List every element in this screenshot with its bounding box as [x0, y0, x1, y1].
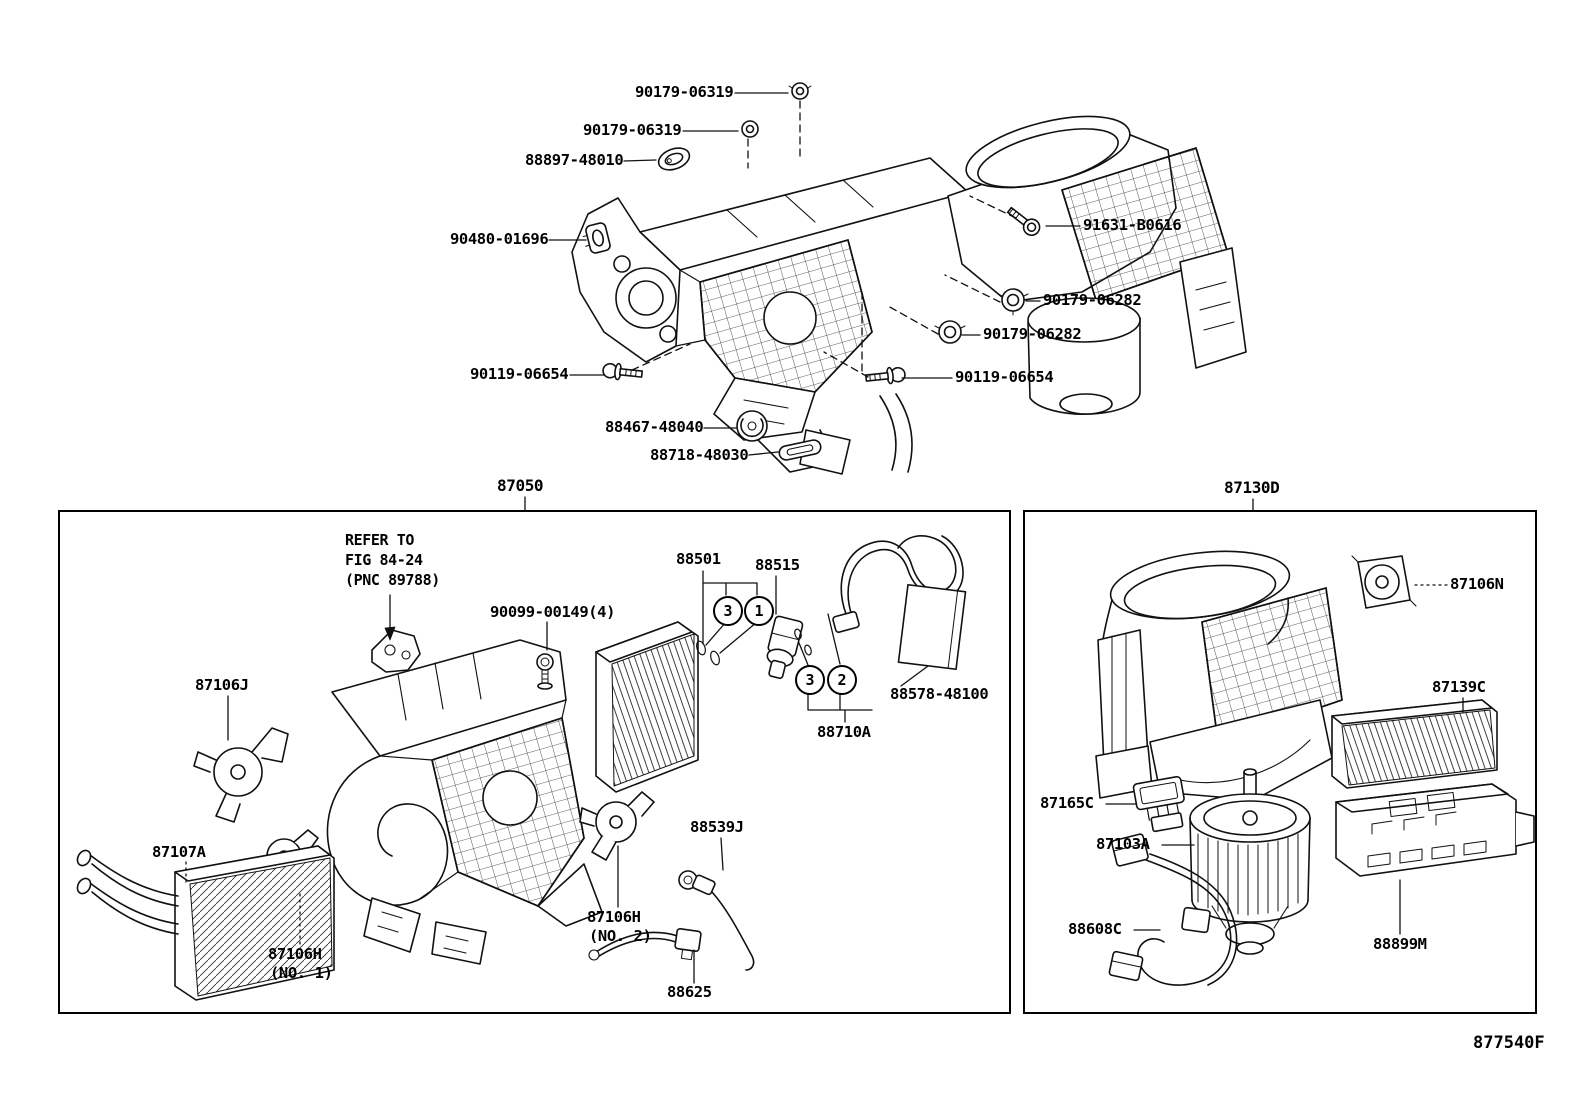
part-label-88897-48010[interactable]: 88897-48010: [525, 151, 624, 169]
part-sublabel-no1: (NO. 1): [270, 964, 333, 982]
callout-1[interactable]: 1: [744, 596, 774, 626]
part-label-87106H-no1[interactable]: 87106H: [268, 945, 322, 963]
part-label-90119-06654-left[interactable]: 90119-06654: [470, 365, 569, 383]
part-label-87106H-no2[interactable]: 87106H: [587, 908, 641, 926]
part-label-90179-06319-a[interactable]: 90179-06319: [635, 83, 734, 101]
refer-note: REFER TO FIG 84-24 (PNC 89788): [345, 531, 440, 589]
part-label-88710A[interactable]: 88710A: [817, 723, 871, 741]
callout-3-a[interactable]: 3: [713, 596, 743, 626]
nut-90179-06319-b: [742, 121, 758, 137]
callout-2[interactable]: 2: [827, 665, 857, 695]
callout-3-b[interactable]: 3: [795, 665, 825, 695]
part-label-88625[interactable]: 88625: [667, 983, 712, 1001]
part-sublabel-no2: (NO. 2): [589, 927, 652, 945]
bolt-90119-right: [865, 366, 905, 386]
nut-90179-06282-b: [935, 321, 965, 343]
part-label-87139C[interactable]: 87139C: [1432, 678, 1486, 696]
grommet-88467: [737, 411, 767, 441]
bolt-90119-left: [602, 362, 642, 382]
left-part-box-87050: [58, 510, 1011, 1014]
part-label-88578-48100[interactable]: 88578-48100: [890, 685, 989, 703]
nut-90179-06319-a: [789, 83, 811, 99]
part-label-90179-06319-b[interactable]: 90179-06319: [583, 121, 682, 139]
part-label-87165C[interactable]: 87165C: [1040, 794, 1094, 812]
part-label-90480-01696[interactable]: 90480-01696: [450, 230, 549, 248]
part-label-88539J[interactable]: 88539J: [690, 818, 744, 836]
part-label-88899M[interactable]: 88899M: [1373, 935, 1427, 953]
part-label-90179-06282-b[interactable]: 90179-06282: [983, 325, 1082, 343]
part-label-87106N[interactable]: 87106N: [1450, 575, 1504, 593]
box-title-87050[interactable]: 87050: [497, 476, 544, 495]
grommet-88897: [656, 144, 693, 174]
part-label-87103A[interactable]: 87103A: [1096, 835, 1150, 853]
box-title-87130D[interactable]: 87130D: [1224, 478, 1280, 497]
part-label-88467-48040[interactable]: 88467-48040: [605, 418, 704, 436]
part-label-88515[interactable]: 88515: [755, 556, 800, 574]
part-label-90119-06654-right[interactable]: 90119-06654: [955, 368, 1054, 386]
part-label-90099-00149[interactable]: 90099-00149(4): [490, 603, 616, 621]
part-label-88501[interactable]: 88501: [676, 550, 721, 568]
figure-code: 877540F: [1473, 1033, 1545, 1053]
part-label-88718-48030[interactable]: 88718-48030: [650, 446, 749, 464]
part-label-88608C[interactable]: 88608C: [1068, 920, 1122, 938]
part-label-90179-06282-a[interactable]: 90179-06282: [1043, 291, 1142, 309]
part-label-91631-B0616[interactable]: 91631-B0616: [1083, 216, 1182, 234]
part-label-87106J[interactable]: 87106J: [195, 676, 249, 694]
part-label-87107A[interactable]: 87107A: [152, 843, 206, 861]
